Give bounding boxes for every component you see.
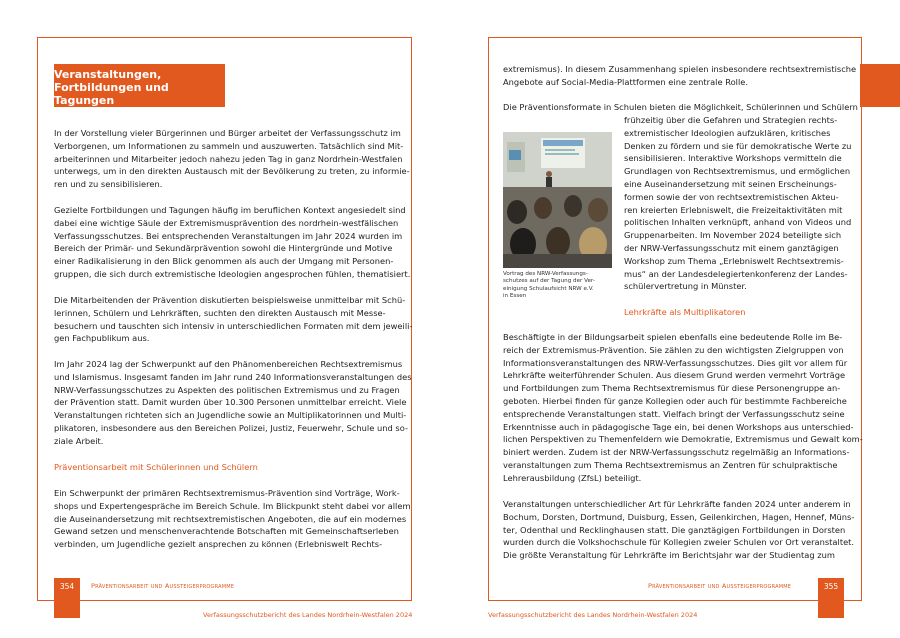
text-line: lichen Perspektiven zu Themenfeldern wie Demokratie, Extremismus und Gewalt kom- xyxy=(503,434,863,445)
text-line: eine Auseinandersetzung mit seinen Erscheinungs- xyxy=(624,178,837,189)
text-line: entsprechende Veranstaltungen statt. Vielfach bringt der Verfassungsschutz seine xyxy=(503,408,845,419)
section-title-line-1: Veranstaltungen, xyxy=(54,68,162,81)
right-edge-tab xyxy=(860,64,900,107)
right-intro-paragraph xyxy=(503,63,856,89)
text-line: Im Jahr 2024 lag der Schwerpunkt auf den Phänomenbereichen Rechtsextremismus xyxy=(54,359,403,369)
right-page-number: 355 xyxy=(823,582,839,591)
text-line: shops und Expertengespräche im Bereich Schule. Im Blickpunkt steht dabei vor allem xyxy=(54,500,411,511)
text-line: Lehrerausbildung (ZfsL) beteiligt. xyxy=(503,472,642,483)
text-line: und Islamismus. Insgesamt fanden im Jahr rund 240 Informationsveranstaltungen des xyxy=(54,371,412,382)
text-line: Veranstaltungen richteten sich an Jugendliche sowie an Multiplikatorinnen und Multi- xyxy=(54,410,407,421)
text-line: In der Vorstellung vieler Bürgerinnen und Bürger arbeitet der Verfassungsschutz im xyxy=(54,128,401,138)
lecture-photo-illustration xyxy=(503,132,612,268)
text-line: die Auseinandersetzung mit rechtsextremistischen Angeboten, die auf ein modernes xyxy=(54,513,407,524)
caption-line: schutzes auf der Tagung der Ver- xyxy=(503,278,595,285)
right-footer-report-title: Verfassungsschutzbericht des Landes Nordrhein-Westfalen 2024 xyxy=(488,611,698,619)
text-line: Verfassungsschutzes. Bei entsprechenden Veranstaltungen im Jahr 2024 wurden im xyxy=(54,230,403,241)
text-line: extremistischer Ideologien aufzuklären, kritisches xyxy=(624,127,831,138)
text-line: ren und zu sensibilisieren. xyxy=(54,179,163,190)
text-line: Lehrkräfte weiterführender Schulen. Aus diesem Grund werden vermehrt Vorträge xyxy=(503,370,846,381)
text-line: ziale Arbeit. xyxy=(54,435,104,446)
text-line: Gruppenarbeiten. Im November 2024 beteiligte sich xyxy=(624,230,842,241)
right-formats-wrapped-text xyxy=(624,114,851,293)
text-line: der NRW-Verfassungsschutz mit einem ganztägigen xyxy=(624,242,839,253)
text-line: dabei eine wichtige Säule der Extremismusprävention des nordrhein-westfälischen xyxy=(54,217,399,228)
left-footer-chapter: Präventionsarbeit und Aussteigerprogramme xyxy=(91,582,235,590)
text-line: schülervertretung in Münster. xyxy=(624,281,747,292)
text-line: Denken zu fördern und sie für demokratische Werte zu xyxy=(624,140,852,151)
text-line: Die Mitarbeitenden der Prävention diskutierten beispielsweise unmittelbar mit Schü- xyxy=(54,295,406,305)
text-line: arbeiterinnen und Mitarbeiter jedoch nahezu jeden Tag in ganz Nordrhein-Westfalen xyxy=(54,153,403,164)
right-subheading: Lehrkräfte als Multiplikatoren xyxy=(624,307,746,317)
right-formats-first-line: Die Präventionsformate in Schulen bieten die Möglichkeit, Schülerinnen und Schülern xyxy=(503,102,858,112)
text-line: sensibilisieren. Interaktive Workshops vermitteln die xyxy=(624,153,842,164)
left-paragraph-4 xyxy=(54,358,412,448)
caption-line: in Essen xyxy=(503,292,527,299)
text-line: wurden durch die Volkshochschule für Kollegien zweier Schulen vor Ort veranstaltet. xyxy=(503,537,855,548)
section-title-line-2: Fortbildungen und Tagungen xyxy=(54,81,169,107)
photo-caption xyxy=(503,271,595,300)
left-page-number: 354 xyxy=(59,582,75,591)
text-line: geboten. Hierbei finden für ganze Kollegien oder auch für bestimmte Fachbereiche xyxy=(503,395,847,406)
text-line: Gezielte Fortbildungen und Tagungen häufig im beruflichen Kontext angesiedelt sind xyxy=(54,205,406,215)
text-line: Angebote auf Social-Media-Plattformen eine zentrale Rolle. xyxy=(503,76,749,87)
text-line: Bochum, Dorsten, Dortmund, Duisburg, Essen, Geilenkirchen, Hagen, Hennef, Müns- xyxy=(503,511,855,522)
left-paragraph-1 xyxy=(54,127,410,191)
text-line: besuchern und tauschten sich intensiv in unterschiedlichen Formaten mit dem jeweili- xyxy=(54,320,413,331)
event-photo xyxy=(503,132,612,268)
caption-line: einigung Schulaufsicht NRW e.V. xyxy=(503,285,594,292)
text-line: Ein Schwerpunkt der primären Rechtsextremismus-Prävention sind Vorträge, Work- xyxy=(54,488,400,498)
left-subheading: Präventionsarbeit mit Schülerinnen und Schülern xyxy=(54,462,258,472)
text-line: plikatoren, insbesondere aus den Bereichen Polizei, Justiz, Feuerwehr, Schule und so- xyxy=(54,422,408,433)
text-line: Die größte Veranstaltung für Lehrkräfte im Berichtsjahr war der Studientag zum xyxy=(503,550,835,561)
text-line: reich der Extremismus-Prävention. Sie zählen zu den wichtigsten Zielgruppen von xyxy=(503,344,844,355)
section-title-box xyxy=(54,64,225,107)
text-line: Workshop zum Thema „Erlebniswelt Rechtsextremis- xyxy=(624,255,844,266)
text-line: Veranstaltungen unterschiedlicher Art für Lehrkräfte fanden 2024 unter anderem in xyxy=(503,499,851,509)
text-line: Grundlagen von Rechtsextremismus, und ermöglichen xyxy=(624,166,851,177)
text-line: der Prävention statt. Damit wurden über 10.300 Personen unmittelbar erreicht. Viele xyxy=(54,397,407,408)
text-line: Verborgenen, um Informationen zu sammeln und auszuwerten. Tatsächlich sind Mit- xyxy=(54,140,404,151)
left-paragraph-3 xyxy=(54,294,412,345)
text-line: Bereich der Primär- und Sekundärprävention sowohl die Hintergründe und Motive xyxy=(54,243,393,254)
caption-line: Vortrag des NRW-Verfassungs- xyxy=(503,271,588,277)
text-line: biniert werden. Zudem ist der NRW-Verfassungsschutz regelmäßig an Informations- xyxy=(503,447,850,458)
text-line: lerinnen, Schülern und Lehrkräften, suchten den direkten Austausch mit Messe- xyxy=(54,307,386,318)
text-line: Gewand setzen und menschenverachtende Botschaften mit Gemeinschaftserleben xyxy=(54,526,399,537)
text-line: ter, Odenthal und Recklinghausen statt. Die ganztägigen Fortbildungen in Dorsten xyxy=(503,524,846,535)
text-line: ren kreierten Erlebniswelt, die Freizeitaktivitäten mit xyxy=(624,204,843,215)
text-line: politischen Inhalten verknüpft, anhand von Videos und xyxy=(624,217,852,228)
text-line: und Fortbildungen zum Thema Rechtsextremismus für diese Personengruppe an- xyxy=(503,383,841,394)
text-line: einer Radikalisierung in den Blick genommen als auch der Umgang mit Personen- xyxy=(54,256,394,267)
text-line: formen sowie der von rechtsextremistischen Akteu- xyxy=(624,191,839,202)
text-line: NRW-Verfassungsschutzes zu Aspekten des politischen Extremismus und zu Fragen xyxy=(54,384,400,395)
right-footer-chapter: Präventionsarbeit und Aussteigerprogramme xyxy=(648,582,792,590)
left-footer-report-title: Verfassungsschutzbericht des Landes Nordrhein-Westfalen 2024 xyxy=(203,611,413,619)
text-line: Erkenntnisse auch in pädagogische Tage ein, bei denen Workshops aus unterschied- xyxy=(503,421,854,432)
text-line: Informationsveranstaltungen des NRW-Verfassungsschutzes. Dies gilt vor allem für xyxy=(503,357,848,368)
text-line: gen Fachpublikum aus. xyxy=(54,333,150,344)
left-paragraph-2 xyxy=(54,204,410,281)
text-line: unterwegs, um in den direkten Austausch mit der Bevölkerung zu treten, zu informie- xyxy=(54,166,410,177)
text-line: frühzeitig über die Gefahren und Strategien rechts- xyxy=(624,115,838,125)
left-paragraph-5 xyxy=(54,487,411,551)
right-paragraph-1 xyxy=(503,331,863,485)
text-line: veranstaltungen zum Thema Rechtsextremismus an Zentren für schulpraktische xyxy=(503,459,838,470)
text-line: gruppen, die sich durch extremistische Ideologien angesprochen fühlen, thematisiert. xyxy=(54,268,411,279)
text-line: verbinden, um Jugendliche gezielt ansprechen zu können (Erlebniswelt Rechts- xyxy=(54,539,383,550)
text-line: mus“ an der Landesdelegiertenkonferenz der Landes- xyxy=(624,268,848,279)
text-line: extremismus). In diesem Zusammenhang spielen insbesondere rechtsextremistische xyxy=(503,64,857,74)
text-line: Beschäftigte in der Bildungsarbeit spielen ebenfalls eine bedeutende Rolle im Be- xyxy=(503,332,843,342)
right-paragraph-2 xyxy=(503,498,854,562)
